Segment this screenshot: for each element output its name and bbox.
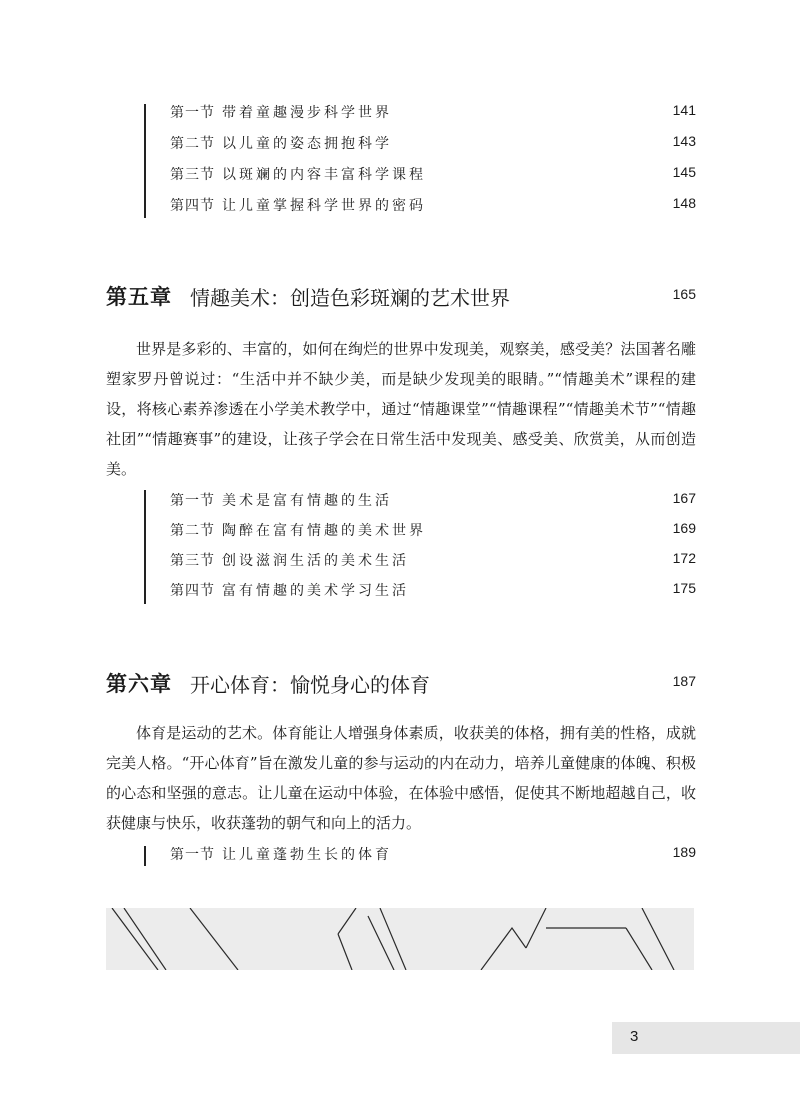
chapter-title: 情趣美术：创造色彩斑斓的艺术世界 [190, 286, 510, 310]
decorative-banner [106, 908, 694, 970]
section-title: 富有情趣的美术学习生活 [222, 583, 409, 599]
line-pattern-graphic [106, 908, 694, 970]
chapter-title: 开心体育：愉悦身心的体育 [190, 673, 430, 697]
chapter-label: 第五章 [106, 285, 172, 309]
section-number: 第二节 [170, 136, 215, 152]
section-page: 169 [672, 520, 696, 536]
section-number: 第一节 [170, 105, 215, 121]
section-list-prev-chapter [130, 98, 696, 222]
section-title: 以儿童的姿态拥抱科学 [222, 136, 392, 152]
section-page: 143 [672, 133, 696, 149]
section-list-chapter-5 [130, 486, 696, 610]
toc-section-row[interactable] [130, 486, 696, 516]
toc-section-row[interactable] [130, 840, 696, 870]
page-number: 3 [630, 1028, 639, 1045]
chapter-page: 165 [672, 286, 696, 302]
section-title: 陶醉在富有情趣的美术世界 [222, 523, 426, 539]
section-number: 第二节 [170, 523, 215, 539]
section-title: 创设滋润生活的美术生活 [222, 553, 409, 569]
section-title: 让儿童蓬勃生长的体育 [222, 847, 392, 863]
toc-section-row[interactable] [130, 98, 696, 128]
section-number: 第三节 [170, 167, 215, 183]
section-page: 145 [672, 164, 696, 180]
section-page: 141 [672, 102, 696, 118]
section-number: 第四节 [170, 583, 215, 599]
section-title: 美术是富有情趣的生活 [222, 493, 392, 509]
section-page: 189 [672, 844, 696, 860]
chapter-label: 第六章 [106, 672, 172, 696]
section-title: 让儿童掌握科学世界的密码 [222, 198, 426, 214]
section-page: 175 [672, 580, 696, 596]
toc-section-row[interactable] [130, 576, 696, 606]
section-number: 第一节 [170, 847, 215, 863]
toc-section-row[interactable] [130, 191, 696, 221]
section-title: 以斑斓的内容丰富科学课程 [222, 167, 426, 183]
toc-section-row[interactable] [130, 160, 696, 190]
toc-section-row[interactable] [130, 129, 696, 159]
toc-section-row[interactable] [130, 546, 696, 576]
chapter-6-intro: 体育是运动的艺术。体育能让人增强身体素质，收获美的体格，拥有美的性格，成就完美人格。“开心体育”旨在激发儿童的参与运动的内在动力，培养儿童健康的体魄、积极的心态和坚强的意志。让儿童在运动中体验，在体验中感悟，促使其不断地超越自己，收获健康与快乐，收获蓬勃的朝气和向上的活力。 [106, 724, 696, 832]
section-number: 第三节 [170, 553, 215, 569]
section-page: 148 [672, 195, 696, 211]
chapter-6-heading[interactable] [106, 668, 696, 702]
section-list-chapter-6 [130, 840, 696, 872]
section-page: 167 [672, 490, 696, 506]
chapter-page: 187 [672, 673, 696, 689]
page-number-tab [612, 1022, 800, 1054]
chapter-5-heading[interactable] [106, 281, 696, 315]
section-title: 带着童趣漫步科学世界 [222, 105, 392, 121]
section-page: 172 [672, 550, 696, 566]
section-number: 第一节 [170, 493, 215, 509]
chapter-5-intro: 世界是多彩的、丰富的，如何在绚烂的世界中发现美，观察美，感受美？法国著名雕塑家罗丹曾说过：“生活中并不缺少美，而是缺少发现美的眼睛。”“情趣美术”课程的建设，将核心素养渗透在小学美术教学中，通过“情趣课堂”“情趣课程”“情趣美术节”“情趣社团”“情趣赛事”的建设，让孩子学会在日常生活中发现美、感受美、欣赏美，从而创造美。 [106, 340, 696, 478]
section-number: 第四节 [170, 198, 215, 214]
toc-section-row[interactable] [130, 516, 696, 546]
